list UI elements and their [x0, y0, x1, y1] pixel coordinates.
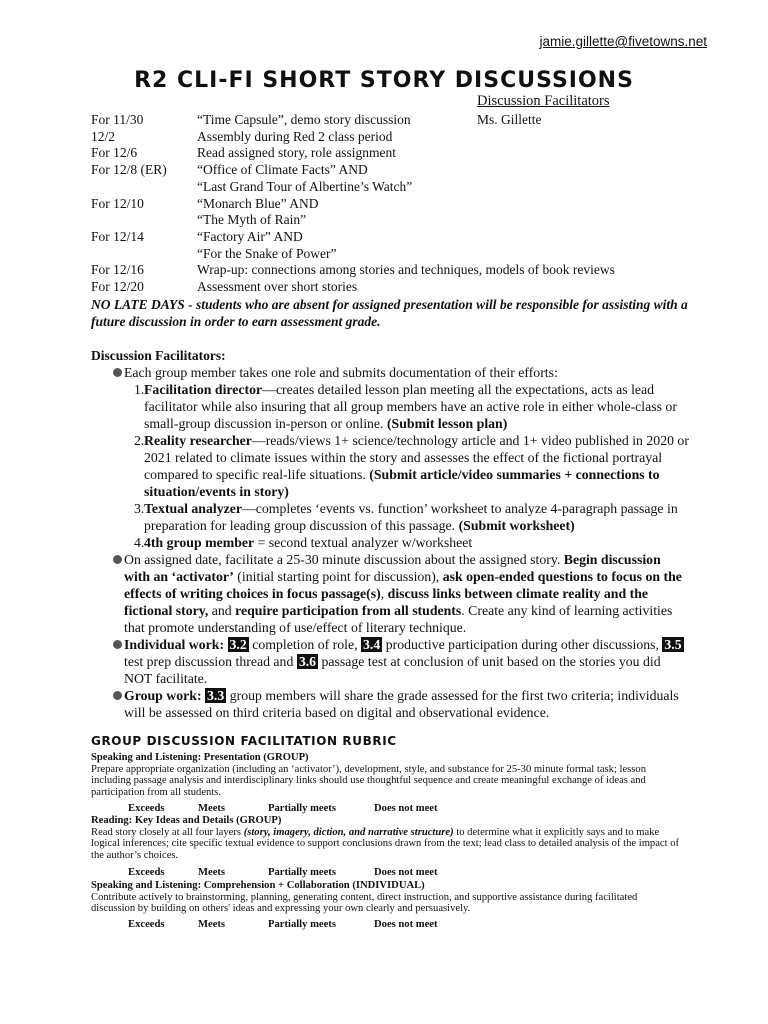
page-title: R2 CLI-FI SHORT STORY DISCUSSIONS	[134, 68, 634, 93]
schedule-row	[91, 112, 615, 129]
rubric-criterion	[91, 880, 681, 915]
bullet-discussion	[108, 551, 688, 636]
role-desc: —completes ‘events vs. function’ worksheet to analyze 4-paragraph passage in preparation for leading group discussion of this passage.	[144, 501, 678, 533]
bullet-text: Each group member takes one role and submits documentation of their efforts:	[124, 365, 558, 380]
schedule-row	[91, 262, 615, 279]
schedule-item: “The Myth of Rain”	[197, 212, 307, 228]
role-item	[132, 432, 692, 500]
bullet-icon	[113, 368, 122, 377]
standard-badge: 3.3	[207, 688, 225, 703]
schedule-date	[91, 246, 197, 263]
schedule-row	[91, 196, 615, 213]
role-name: Textual analyzer	[144, 501, 242, 516]
schedule-item: “Monarch Blue” AND	[197, 195, 319, 211]
criterion-text: Contribute actively to brainstorming, planning, generating content, direct instruction, and supportive assistance during facilitated discussion by building on others' ideas and expressing your own clearly and persuasively.	[91, 891, 638, 914]
schedule-item: “For the Snake of Power”	[197, 245, 337, 261]
rubric-levels	[128, 803, 438, 814]
criterion-heading: Reading: Key Ideas and Details (GROUP)	[91, 815, 282, 826]
schedule-item: “Factory Air” AND	[197, 228, 303, 244]
schedule-item: Read assigned story, role assignment	[197, 145, 396, 161]
schedule-row	[91, 179, 615, 196]
level-exceeds: Exceeds	[128, 919, 165, 930]
role-submit: (Submit article/video summaries + connections to situation/events in story)	[144, 467, 660, 499]
criterion-text: Prepare appropriate organization (including an ‘activator’), development, style, and substance for 25-30 minute formal task; lesson including passage analysis and interdisciplinary links should use thoughtful sequence and create meaningful exchange of ideas and participation from all students.	[91, 763, 647, 798]
standard-badge: 3.4	[363, 637, 381, 652]
bullet-text: Individual work: 3.2 completion of role, 3.4 productive participation during other discussions, 3.5 test prep discussion thread and 3.6 passage test at conclusion of unit based on the stories you did NOT facilitate.	[124, 637, 682, 686]
bullet-group-work	[108, 687, 688, 721]
rubric-criterion	[91, 815, 681, 861]
bullet-roles	[108, 364, 688, 381]
role-number: 3.	[134, 501, 145, 516]
role-name: Facilitation director	[144, 382, 263, 397]
role-item	[132, 534, 692, 551]
schedule-date: For 12/8 (ER)	[91, 162, 167, 178]
rubric-title: GROUP DISCUSSION FACILITATION RUBRIC	[91, 734, 397, 748]
role-item	[132, 500, 692, 534]
role-number: 2.	[134, 433, 145, 448]
schedule-row	[91, 162, 615, 179]
schedule-row	[91, 129, 615, 146]
level-exceeds: Exceeds	[128, 867, 165, 878]
role-desc: —reads/views 1+ science/technology article and 1+ video published in 2020 or 2021 related to climate issues within the story and assesses the effect of the fictional portrayal compared to specific real-life situations.	[144, 433, 689, 482]
facilitator-name: Ms. Gillette	[477, 112, 542, 127]
role-number: 1.	[134, 382, 145, 397]
criterion-heading: Speaking and Listening: Presentation (GROUP)	[91, 752, 309, 763]
role-name: Reality researcher	[144, 433, 252, 448]
level-exceeds: Exceeds	[128, 803, 165, 814]
standard-badge: 3.6	[298, 654, 317, 669]
schedule-row	[91, 229, 615, 246]
role-name: 4th group member	[144, 535, 255, 550]
role-submit: (Submit lesson plan)	[386, 416, 508, 431]
schedule-date	[91, 212, 197, 229]
schedule-item: “Office of Climate Facts” AND	[197, 162, 368, 178]
schedule-date	[91, 179, 197, 196]
schedule-date: For 12/6	[91, 145, 138, 161]
schedule-date: For 12/16	[91, 262, 144, 278]
schedule-date: For 11/30	[91, 112, 144, 127]
facilitators-heading: Discussion Facilitators	[477, 93, 610, 109]
level-does-not-meet: Does not meet	[374, 919, 438, 930]
rubric-levels	[128, 867, 438, 878]
schedule-row	[91, 246, 615, 263]
role-number: 4.	[134, 535, 145, 550]
bullet-individual-work	[108, 636, 688, 687]
role-item	[132, 381, 692, 432]
schedule-date: 12/2	[91, 128, 116, 144]
level-does-not-meet: Does not meet	[374, 803, 438, 814]
criterion-text: Read story closely at all four layers (story, imagery, diction, and narrative structure) to determine what it explicitly says and to make logical inferences; cite specific textual evidence to support conclusions drawn from the text; lead class to detailed analysis of the impact of the author’s choices.	[91, 826, 680, 861]
rubric-criterion	[91, 752, 681, 798]
bullet-icon	[113, 555, 122, 564]
schedule-item: “Last Grand Tour of Albertine’s Watch”	[197, 178, 413, 194]
schedule-item: “Time Capsule”, demo story discussion	[197, 112, 411, 127]
level-meets: Meets	[198, 803, 226, 814]
level-partially-meets: Partially meets	[268, 867, 336, 878]
role-submit: (Submit worksheet)	[458, 518, 575, 533]
schedule-date: For 12/14	[91, 228, 144, 244]
schedule-date: For 12/20	[91, 279, 144, 295]
email-link[interactable]: jamie.gillette@fivetowns.net	[539, 34, 707, 49]
bullet-icon	[113, 640, 122, 649]
schedule-item: Wrap-up: connections among stories and techniques, models of book reviews	[197, 262, 615, 278]
rubric-levels	[128, 919, 438, 930]
role-desc: —creates detailed lesson plan meeting all the expectations, acts as lead facilitator while also insuring that all group members have an active role in either whole-class or small-group discussion in-person or online.	[144, 382, 677, 431]
standard-badge: 3.5	[664, 637, 682, 652]
bullet-text: On assigned date, facilitate a 25-30 minute discussion about the assigned story. Begin discussion with an ‘activator’ (initial starting point for discussion), ask open-ended questions to focus on the effects of writing choices in focus passage(s), discuss links between climate reality and the fictional story, and require participation from all students. Create any kind of learning activities that promote understanding of use/effect of literary technique.	[124, 552, 682, 635]
level-partially-meets: Partially meets	[268, 803, 336, 814]
schedule-date: For 12/10	[91, 195, 144, 211]
schedule-item: Assessment over short stories	[197, 279, 358, 295]
role-desc: = second textual analyzer w/worksheet	[254, 535, 473, 550]
schedule	[91, 112, 615, 296]
schedule-row	[91, 145, 615, 162]
schedule-row	[91, 279, 615, 296]
bullet-icon	[113, 691, 122, 700]
level-does-not-meet: Does not meet	[374, 867, 438, 878]
standard-badge: 3.2	[229, 637, 247, 652]
level-partially-meets: Partially meets	[268, 919, 336, 930]
bullet-text: Group work: 3.3 group members will share the grade assessed for the first two criteria; individuals will be assessed on third criteria based on digital and observational evidence.	[124, 688, 679, 720]
level-meets: Meets	[198, 867, 226, 878]
level-meets: Meets	[198, 919, 226, 930]
schedule-row	[91, 212, 615, 229]
schedule-item: Assembly during Red 2 class period	[197, 128, 393, 144]
criterion-heading: Speaking and Listening: Comprehension + Collaboration (INDIVIDUAL)	[91, 880, 425, 891]
facilitators-section-heading: Discussion Facilitators:	[91, 348, 226, 363]
late-policy: NO LATE DAYS - students who are absent for assigned presentation will be responsible for assisting with a future discussion in order to earn assessment grade.	[91, 297, 688, 329]
